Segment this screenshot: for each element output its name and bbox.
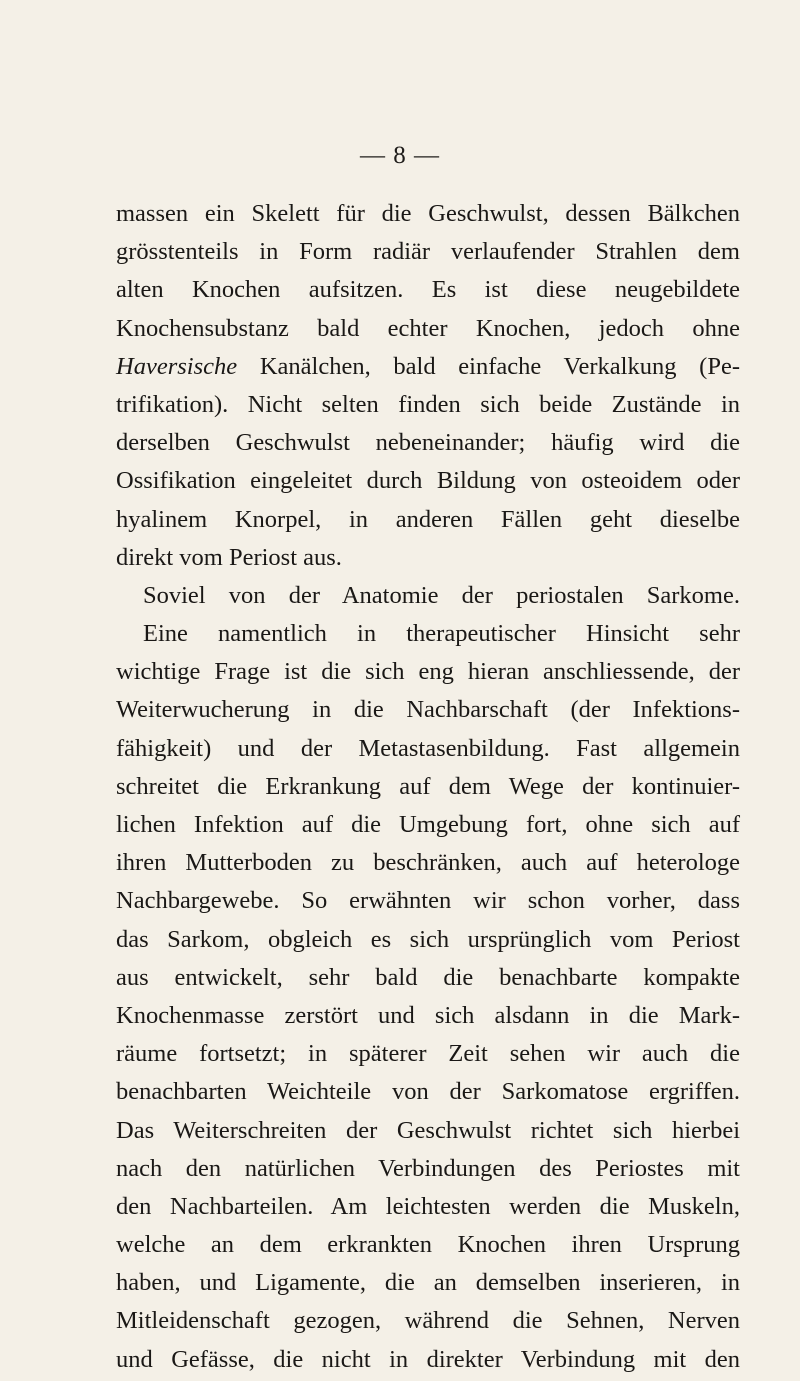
body-text xyxy=(116,195,740,1379)
italic-term: Haversische xyxy=(116,352,238,380)
text-line: derselben Geschwulst nebeneinander; häufig wird die xyxy=(116,429,740,457)
text-line: schreitet die Erkrankung auf dem Wege der kontinuier- xyxy=(116,772,740,800)
text-line: nach den natürlichen Verbindungen des Periostes mit xyxy=(116,1154,740,1182)
text-line-rest: Kanälchen, bald einfache Verkalkung (Pe- xyxy=(259,352,740,380)
text-line: räume fortsetzt; in späterer Zeit sehen wir auch die xyxy=(116,1040,740,1068)
text-line: Knochensubstanz bald echter Knochen, jedoch ohne xyxy=(116,314,740,342)
text-line: welche an dem erkrankten Knochen ihren Ursprung xyxy=(116,1231,740,1259)
text-line: ihren Mutterboden zu beschränken, auch auf heterologe xyxy=(116,849,740,877)
text-line: haben, und Ligamente, die an demselben inserieren, in xyxy=(116,1269,740,1297)
text-line: massen ein Skelett für die Geschwulst, dessen Bälkchen xyxy=(116,200,740,227)
page-number: — 8 — xyxy=(360,142,440,169)
text-line: Weiterwucherung in die Nachbarschaft (der Infektions- xyxy=(116,696,740,724)
text-line: lichen Infektion auf die Umgebung fort, ohne sich auf xyxy=(116,811,740,838)
text-line: Eine namentlich in therapeutischer Hinsicht sehr xyxy=(143,620,740,648)
text-line: benachbarten Weichteile von der Sarkomatose ergriffen. xyxy=(116,1078,740,1106)
text-line xyxy=(116,348,740,386)
text-line: direkt vom Periost aus. xyxy=(116,543,342,571)
text-line: wichtige Frage ist die sich eng hieran anschliessende, der xyxy=(116,658,740,686)
text-line: fähigkeit) und der Metastasenbildung. Fast allgemein xyxy=(116,734,740,762)
text-line: hyalinem Knorpel, in anderen Fällen geht dieselbe xyxy=(116,505,740,533)
text-line: aus entwickelt, sehr bald die benachbarte kompakte xyxy=(116,963,740,991)
text-line: und Gefässe, die nicht in direkter Verbindung mit den xyxy=(116,1345,740,1373)
text-line: Nachbargewebe. So erwähnten wir schon vorher, dass xyxy=(116,887,740,915)
text-line: Ossifikation eingeleitet durch Bildung von osteoidem oder xyxy=(116,467,740,495)
text-line: alten Knochen aufsitzen. Es ist diese neugebildete xyxy=(116,276,740,304)
text-line: Das Weiterschreiten der Geschwulst richtet sich hierbei xyxy=(116,1116,740,1144)
text-line: das Sarkom, obgleich es sich ursprünglich vom Periost xyxy=(116,925,740,953)
text-line: den Nachbarteilen. Am leichtesten werden die Muskeln, xyxy=(116,1192,740,1220)
text-line: Mitleidenschaft gezogen, während die Sehnen, Nerven xyxy=(116,1307,740,1335)
text-line: grösstenteils in Form radiär verlaufender Strahlen dem xyxy=(116,238,740,266)
text-line: Knochenmasse zerstört und sich alsdann in die Mark- xyxy=(116,1001,740,1029)
text-line: trifikation). Nicht selten finden sich beide Zustände in xyxy=(116,390,740,418)
text-line: Soviel von der Anatomie der periostalen Sarkome. xyxy=(143,581,740,609)
